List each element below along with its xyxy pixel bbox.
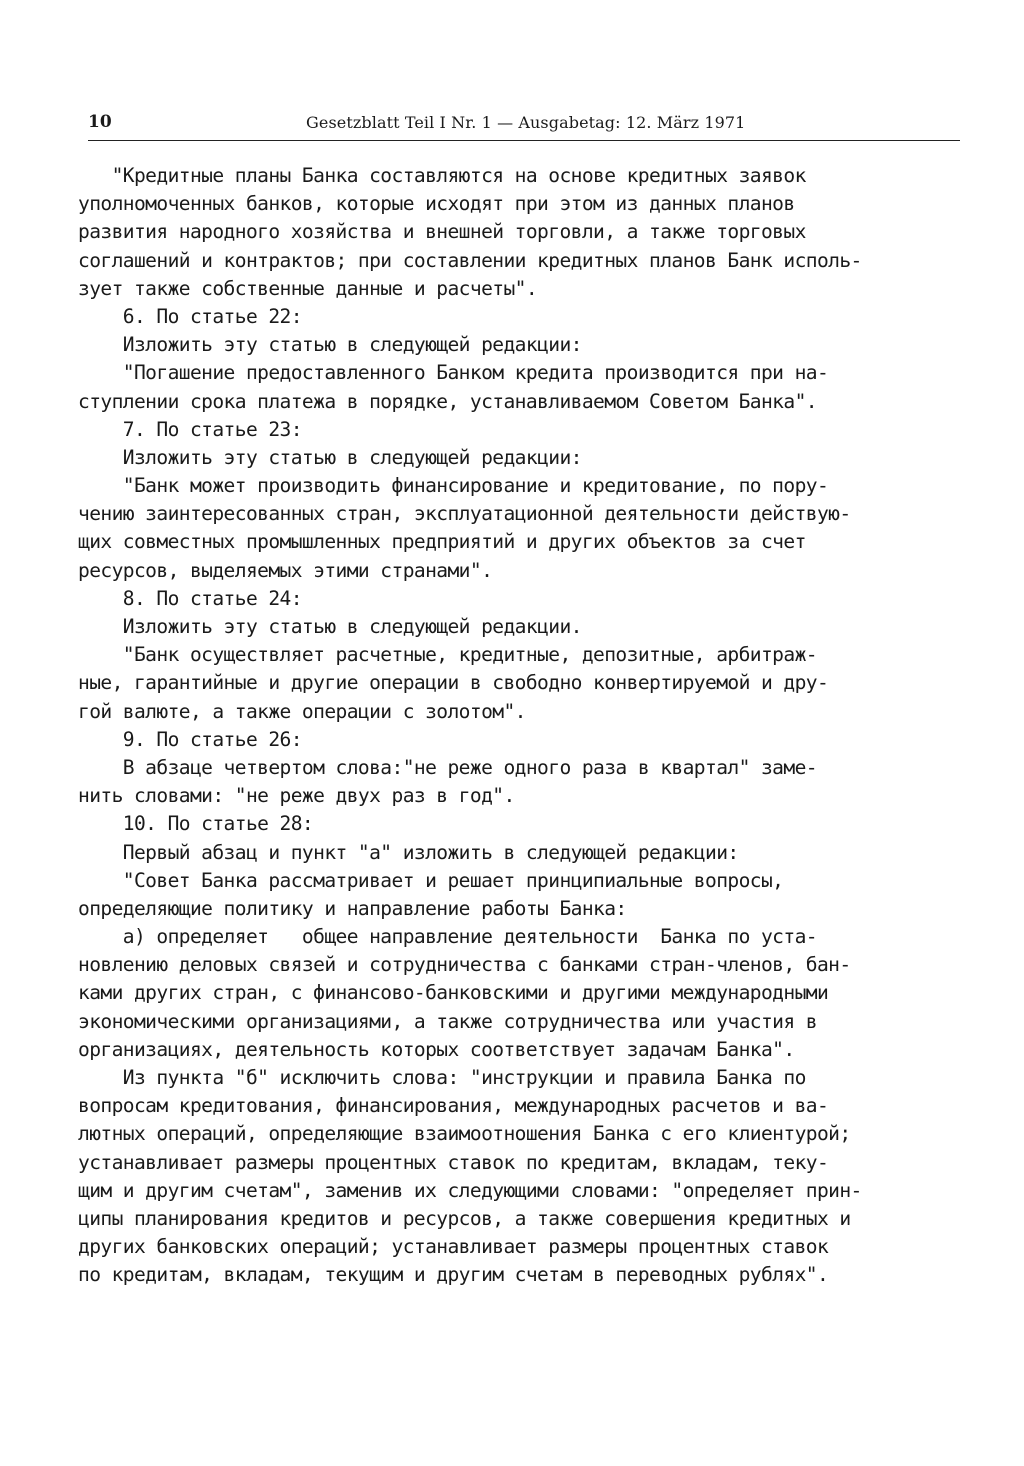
text-line: уполномоченных банков, которые исходят при этом из данных планов <box>78 192 795 216</box>
text-line: а) определяет общее направление деятельности Банка по уста- <box>78 925 817 949</box>
text-line: вопросам кредитования, финансирования, международных расчетов и ва- <box>78 1094 829 1118</box>
text-line: определяющие политику и направление работы Банка: <box>78 896 627 920</box>
text-line: Изложить эту статью в следующей редакции: <box>78 333 582 357</box>
text-line: других банковских операций; устанавливает размеры процентных ставок <box>78 1235 829 1259</box>
text-line: "Погашение предоставленного Банком кредита производится при на- <box>78 361 829 385</box>
text-line: экономическими организациями, а также сотрудничества или участия в <box>78 1009 817 1033</box>
text-line: В абзаце четвертом слова:"не реже одного раза в квартал" заме- <box>78 755 817 779</box>
text-line: "Кредитные планы Банка составляются на основе кредитных заявок <box>78 164 806 187</box>
header-divider <box>88 140 960 141</box>
text-line: чению заинтересованных стран, эксплуатационной деятельности действую- <box>78 502 851 526</box>
text-line: Первый абзац и пункт "а" изложить в следующей редакции: <box>78 840 739 864</box>
text-line: 7. По статье 23: <box>78 417 302 441</box>
text-line: ресурсов, выделяемых этими странами". <box>78 558 493 582</box>
text-line: лютных операций, определяющие взаимоотношения Банка с его клиентурой; <box>78 1122 851 1146</box>
text-line: щих совместных промышленных предприятий и других объектов за счет <box>78 530 806 554</box>
text-line: по кредитам, вкладам, текущим и другим счетам в переводных рублях". <box>78 1263 829 1287</box>
text-line: 8. По статье 24: <box>78 586 302 610</box>
text-line: устанавливает размеры процентных ставок по кредитам, вкладам, теку- <box>78 1150 829 1174</box>
text-line: 6. По статье 22: <box>78 304 302 328</box>
text-line: Из пункта "б" исключить слова: "инструкции и правила Банка по <box>78 1066 806 1089</box>
page-header <box>88 112 960 138</box>
text-line: "Банк осуществляет расчетные, кредитные, депозитные, арбитраж- <box>78 643 817 667</box>
text-line: щим и другим счетам", заменив их следующими словами: "определяет прин- <box>78 1178 862 1202</box>
text-line: ступлении срока платежа в порядке, устанавливаемом Советом Банка". <box>78 389 817 413</box>
header-title: Gesetzblatt Teil I Nr. 1 — Ausgabetag: 12. März 1971 <box>306 113 746 132</box>
text-line: новлению деловых связей и сотрудничества с банками стран-членов, бан- <box>78 953 851 977</box>
text-line: 10. По статье 28: <box>78 812 314 836</box>
text-line: ципы планирования кредитов и ресурсов, а также совершения кредитных и <box>78 1206 851 1230</box>
text-line: ками других стран, с финансово-банковскими и другими международными <box>78 981 829 1005</box>
text-line: зует также собственные данные и расчеты". <box>78 276 538 300</box>
text-line: ные, гарантийные и другие операции в свободно конвертируемой и дру- <box>78 671 829 695</box>
text-line: гой валюте, а также операции с золотом". <box>78 699 526 723</box>
text-line: Изложить эту статью в следующей редакции. <box>78 615 582 638</box>
text-line: нить словами: "не реже двух раз в год". <box>78 784 515 808</box>
document-body <box>78 162 878 1290</box>
text-line: "Совет Банка рассматривает и решает принципиальные вопросы, <box>78 868 784 892</box>
text-line: организациях, деятельность которых соответствует задачам Банка". <box>78 1037 795 1061</box>
text-line: соглашений и контрактов; при составлении кредитных планов Банк исполь- <box>78 248 862 272</box>
text-line: Изложить эту статью в следующей редакции: <box>78 445 582 469</box>
text-line: развития народного хозяйства и внешней торговли, а также торговых <box>78 220 806 244</box>
page-number: 10 <box>88 112 112 132</box>
text-line: "Банк может производить финансирование и кредитование, по пору- <box>78 474 829 498</box>
text-line: 9. По статье 26: <box>78 727 302 751</box>
